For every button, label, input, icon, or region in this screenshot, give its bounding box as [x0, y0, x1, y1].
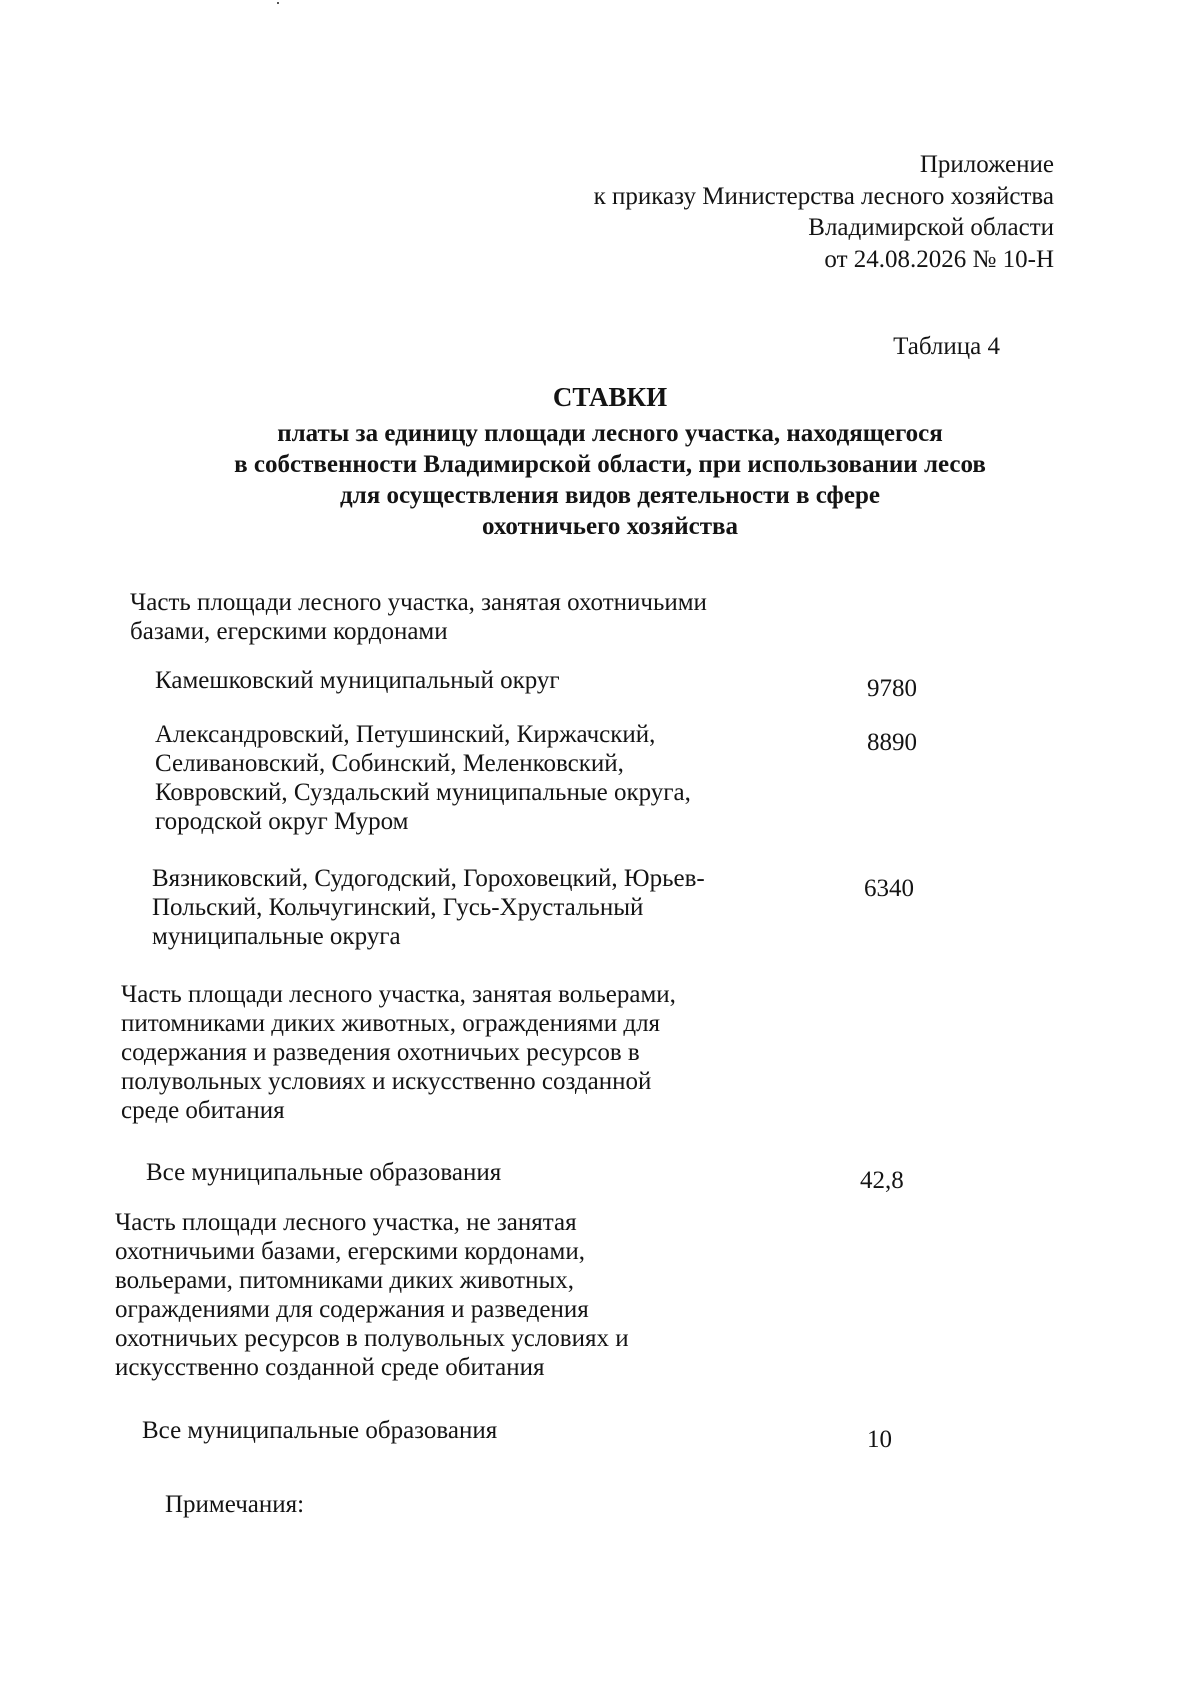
rate-value: 10	[867, 1426, 892, 1453]
table-number: Таблица 4	[893, 333, 1000, 360]
document-title: СТАВКИ	[552, 382, 668, 412]
appendix-line: к приказу Министерства лесного хозяйства	[593, 182, 1054, 210]
row-name-line: Вязниковский, Судогодский, Гороховецкий, Юрьев-	[152, 865, 705, 892]
heading-line: ограждениями для содержания и разведения	[115, 1296, 589, 1323]
appendix-line: Приложение	[919, 151, 1054, 178]
row-name-line: Все муниципальные образования	[142, 1417, 498, 1444]
heading-line: охотничьими базами, егерскими кордонами,	[115, 1238, 585, 1265]
row-name-line: Все муниципальные образования	[146, 1159, 502, 1186]
appendix-line: от 24.08.2026 № 10-Н	[824, 245, 1054, 273]
rate-value: 6340	[864, 875, 914, 902]
row-name-line: Александровский, Петушинский, Киржачский,	[155, 721, 656, 748]
rate-row-name	[142, 1416, 497, 1445]
notes-label: Примечания:	[165, 1491, 305, 1518]
subtitle-line: охотничьего хозяйства	[482, 513, 738, 540]
row-name-line: муниципальные округа	[152, 923, 401, 950]
heading-line: искусственно созданной среде обитания	[115, 1354, 545, 1381]
row-name-line: Ковровский, Суздальский муниципальные округа,	[155, 779, 691, 806]
section-heading	[115, 1208, 629, 1382]
row-name-line: Селивановский, Собинский, Меленковский,	[155, 750, 624, 777]
heading-line: Часть площади лесного участка, занятая вольерами,	[121, 981, 676, 1008]
heading-line: Часть площади лесного участка, не занятая	[115, 1209, 577, 1236]
rate-value: 8890	[867, 729, 917, 756]
heading-line: Часть площади лесного участка, занятая охотничьими	[130, 589, 707, 616]
section-heading	[130, 588, 707, 646]
heading-line: питомниками диких животных, ограждениями для	[121, 1010, 661, 1037]
subtitle-line: для осуществления видов деятельности в сфере	[340, 482, 880, 509]
scan-speck	[277, 2, 279, 4]
heading-line: вольерами, питомниками диких животных,	[115, 1267, 575, 1294]
heading-line: полувольных условиях и искусственно созданной	[121, 1068, 652, 1095]
appendix-header	[594, 149, 1054, 275]
row-name-line: Польский, Кольчугинский, Гусь-Хрустальный	[152, 894, 644, 921]
heading-line: среде обитания	[121, 1097, 285, 1124]
document-subtitle	[0, 418, 1200, 542]
row-name-line: Камешковский муниципальный округ	[155, 667, 560, 694]
section-heading	[121, 980, 676, 1125]
rate-row-name	[152, 864, 705, 951]
subtitle-line: в собственности Владимирской области, при использовании лесов	[234, 451, 986, 478]
rate-value: 42,8	[860, 1167, 904, 1194]
heading-line: охотничьих ресурсов в полувольных условиях и	[115, 1325, 629, 1352]
appendix-line: Владимирской области	[808, 214, 1054, 241]
subtitle-line: платы за единицу площади лесного участка, находящегося	[277, 420, 943, 447]
rate-row-name	[146, 1158, 501, 1187]
row-name-line: городской округ Муром	[155, 808, 409, 835]
rate-row-name	[155, 720, 691, 836]
heading-line: базами, егерскими кордонами	[130, 618, 448, 645]
rate-value: 9780	[867, 675, 917, 702]
heading-line: содержания и разведения охотничьих ресурсов в	[121, 1039, 640, 1066]
rate-row-name	[155, 666, 560, 695]
